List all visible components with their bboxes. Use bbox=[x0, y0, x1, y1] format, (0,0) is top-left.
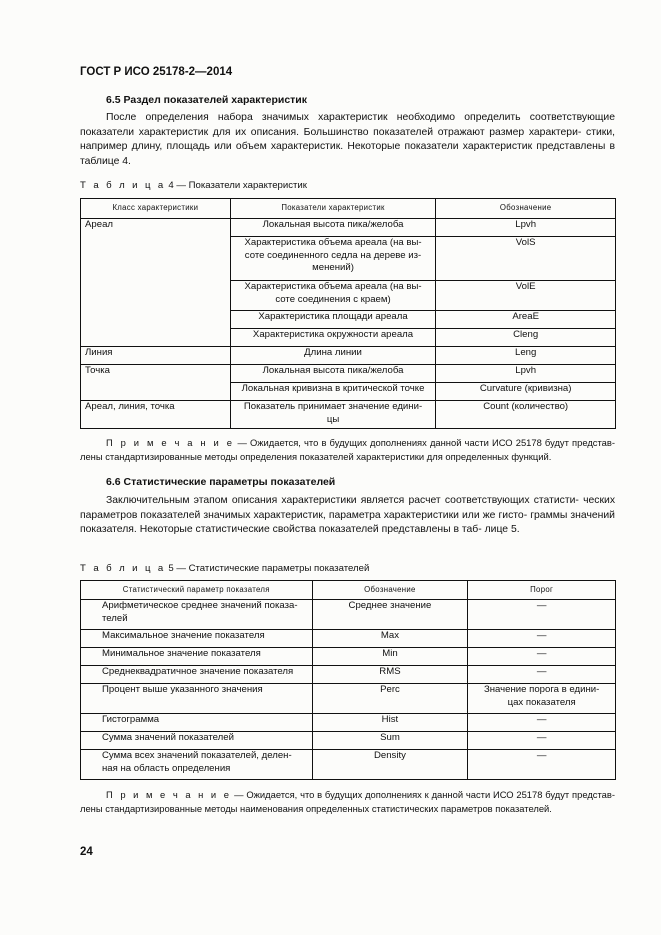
note-text: — Ожидается, что в будущих дополнениях к данной части ИСО 25178 будут представ- bbox=[231, 789, 615, 800]
feature-class-cell bbox=[81, 401, 231, 429]
symbol-cell bbox=[436, 219, 616, 237]
section-6-6-heading: 6.6 Статистические параметры показателей bbox=[106, 476, 336, 488]
table-row bbox=[81, 732, 616, 750]
cell-line: — bbox=[536, 732, 547, 743]
cell-line: соте соединенного седла на дереве из- bbox=[244, 249, 422, 261]
cell-line: Локальная кривизна в критической точке bbox=[241, 383, 425, 394]
section-6-6-paragraph bbox=[80, 494, 615, 538]
statistic-parameter-cell bbox=[81, 684, 313, 714]
symbol-cell bbox=[436, 365, 616, 383]
table-row bbox=[81, 666, 616, 684]
statistic-parameter-cell bbox=[81, 732, 313, 750]
cell-line: Минимальное значение показателя bbox=[102, 648, 261, 659]
threshold-cell bbox=[468, 714, 616, 732]
cell-line: — bbox=[536, 666, 547, 677]
table-row bbox=[81, 600, 616, 630]
caption-prefix: Т а б л и ц а bbox=[80, 563, 166, 574]
cell-line: Показатель принимает значение едини- bbox=[243, 401, 423, 412]
threshold-cell bbox=[468, 732, 616, 750]
table-row bbox=[81, 648, 616, 666]
caption-text: 4 — Показатели характеристик bbox=[165, 180, 307, 191]
statistic-parameter-cell bbox=[81, 750, 313, 780]
cell-line: Сумма значений показателей bbox=[102, 732, 234, 743]
feature-attribute-cell bbox=[230, 329, 436, 347]
table-4-caption bbox=[80, 180, 307, 191]
para-line: представлены в таблице 4. bbox=[80, 141, 616, 167]
document-id: ГОСТ Р ИСО 25178-2—2014 bbox=[80, 66, 233, 78]
cell-line: Lpvh bbox=[515, 219, 537, 230]
feature-attribute-cell bbox=[230, 383, 436, 401]
table-4 bbox=[80, 198, 616, 429]
note-prefix: П р и м е ч а н и е bbox=[106, 789, 232, 800]
cell-line: Линия bbox=[85, 347, 113, 358]
cell-line: менений) bbox=[312, 262, 354, 273]
cell-line: Count (количество) bbox=[483, 401, 569, 412]
table-row bbox=[81, 684, 616, 714]
symbol-cell bbox=[312, 750, 468, 780]
symbol-cell bbox=[312, 684, 468, 714]
cell-line: Характеристика объема ареала (на вы- bbox=[244, 281, 422, 292]
symbol-cell bbox=[312, 666, 468, 684]
cell-line: VolS bbox=[515, 237, 536, 248]
cell-line: Значение порога в едини- bbox=[483, 684, 600, 695]
cell-line: Характеристика объема ареала (на вы- bbox=[244, 237, 422, 248]
cell-line: AreaE bbox=[512, 311, 539, 322]
cell-line: Ареал bbox=[85, 219, 114, 230]
threshold-cell bbox=[468, 750, 616, 780]
caption-text: 5 — Статистические параметры показателей bbox=[165, 563, 370, 574]
table-row bbox=[81, 714, 616, 732]
cell-line: цах показателя bbox=[507, 696, 576, 708]
feature-attribute-cell bbox=[230, 347, 436, 365]
table-row bbox=[81, 219, 616, 237]
feature-class-cell bbox=[81, 365, 231, 401]
symbol-cell bbox=[312, 732, 468, 750]
threshold-cell bbox=[468, 630, 616, 648]
cell-line: Lpvh bbox=[515, 365, 537, 376]
feature-attribute-cell bbox=[230, 281, 436, 311]
statistic-parameter-cell bbox=[81, 648, 313, 666]
cell-line: — bbox=[536, 600, 547, 611]
threshold-cell bbox=[468, 648, 616, 666]
table-row bbox=[81, 401, 616, 429]
cell-line: — bbox=[536, 630, 547, 641]
table-row bbox=[81, 630, 616, 648]
para-line: ческих параметров показателей значимых характеристик, параметра характеристики или же гисто- bbox=[80, 495, 616, 521]
para-line: граммы значений показателя. Некоторые статистические свойства показателей представлены в таб- bbox=[80, 509, 615, 536]
cell-line: — bbox=[536, 714, 547, 725]
para-line: показатели характеристик для их описания. Большинство показателей отражают размер характери- bbox=[80, 126, 582, 138]
feature-class-cell bbox=[81, 219, 231, 347]
feature-attribute-cell bbox=[230, 237, 436, 281]
cell-line: телей bbox=[102, 612, 128, 624]
table-row bbox=[81, 750, 616, 780]
cell-line: — bbox=[536, 648, 547, 659]
para-line: Заключительным этапом описания характеристики является расчет соответствующих статисти- bbox=[106, 495, 579, 506]
cell-line: Sum bbox=[380, 732, 400, 743]
table-4-header: Класс характеристики bbox=[81, 199, 231, 219]
symbol-cell bbox=[436, 383, 616, 401]
statistic-parameter-cell bbox=[81, 666, 313, 684]
cell-line: Арифметическое среднее значений показа- bbox=[102, 600, 298, 611]
cell-line: Density bbox=[373, 750, 406, 761]
symbol-cell bbox=[312, 648, 468, 666]
page-number: 24 bbox=[80, 846, 93, 858]
symbol-cell bbox=[312, 714, 468, 732]
symbol-cell bbox=[436, 281, 616, 311]
cell-line: Длина линии bbox=[304, 347, 362, 358]
cell-line: Локальная высота пика/желоба bbox=[262, 219, 404, 230]
statistic-parameter-cell bbox=[81, 600, 313, 630]
caption-prefix: Т а б л и ц а bbox=[80, 180, 166, 191]
threshold-cell bbox=[468, 666, 616, 684]
table-5-caption bbox=[80, 563, 369, 574]
table-4-header: Обозначение bbox=[436, 199, 616, 219]
cell-line: цы bbox=[326, 413, 340, 425]
threshold-cell bbox=[468, 600, 616, 630]
section-6-5-paragraph bbox=[80, 111, 615, 169]
symbol-cell bbox=[312, 630, 468, 648]
table-row bbox=[81, 365, 616, 383]
cell-line: Curvature (кривизна) bbox=[479, 383, 572, 394]
note-text: лены стандартизированные методы наименования определенных статистических параметров показателей. bbox=[80, 802, 552, 814]
cell-line: VolE bbox=[515, 281, 536, 292]
para-line: После определения набора значимых характеристик необходимо определить соответствующие bbox=[106, 112, 615, 123]
symbol-cell bbox=[436, 347, 616, 365]
note-text: — Ожидается, что в будущих дополнениях данной части ИСО 25178 будут представ- bbox=[234, 437, 616, 448]
cell-line: Характеристика площади ареала bbox=[258, 311, 408, 322]
cell-line: Ареал, линия, точка bbox=[85, 401, 175, 412]
section-6-5-heading: 6.5 Раздел показателей характеристик bbox=[106, 94, 308, 106]
cell-line: Leng bbox=[514, 347, 537, 358]
cell-line: Сумма всех значений показателей, делен- bbox=[102, 750, 292, 761]
cell-line: RMS bbox=[379, 666, 401, 677]
cell-line: — bbox=[536, 750, 547, 761]
table-4-header: Показатели характеристик bbox=[230, 199, 436, 219]
note-prefix: П р и м е ч а н и е bbox=[106, 437, 235, 448]
symbol-cell bbox=[436, 311, 616, 329]
feature-attribute-cell bbox=[230, 311, 436, 329]
statistic-parameter-cell bbox=[81, 714, 313, 732]
feature-attribute-cell bbox=[230, 365, 436, 383]
note-text: лены стандартизированные методы определения показателей характеристики для определенных функций. bbox=[80, 450, 552, 462]
para-line: стики, например длину, площадь или объем характеристик. Некоторые показатели характеристик bbox=[80, 126, 616, 153]
cell-line: Локальная высота пика/желоба bbox=[262, 365, 404, 376]
cell-line: Процент выше указанного значения bbox=[102, 684, 263, 695]
table-5 bbox=[80, 580, 616, 780]
cell-line: Точка bbox=[85, 365, 110, 376]
table-5-header: Порог bbox=[468, 581, 616, 600]
cell-line: Гистограмма bbox=[102, 714, 160, 725]
table-4-note bbox=[80, 436, 615, 463]
statistic-parameter-cell bbox=[81, 630, 313, 648]
cell-line: Среднее значение bbox=[348, 600, 432, 611]
cell-line: соте соединения с краем) bbox=[275, 293, 391, 305]
cell-line: Hist bbox=[381, 714, 399, 725]
symbol-cell bbox=[436, 329, 616, 347]
cell-line: Характеристика окружности ареала bbox=[252, 329, 414, 340]
feature-attribute-cell bbox=[230, 401, 436, 429]
cell-line: ная на область определения bbox=[102, 762, 231, 774]
cell-line: Perc bbox=[380, 684, 400, 695]
symbol-cell bbox=[312, 600, 468, 630]
table-row bbox=[81, 347, 616, 365]
table-5-header: Статистический параметр показателя bbox=[81, 581, 313, 600]
threshold-cell bbox=[468, 684, 616, 714]
cell-line: Cleng bbox=[513, 329, 539, 340]
cell-line: Max bbox=[380, 630, 399, 641]
symbol-cell bbox=[436, 237, 616, 281]
cell-line: Min bbox=[382, 648, 398, 659]
para-line: лице 5. bbox=[484, 524, 520, 536]
feature-class-cell bbox=[81, 347, 231, 365]
feature-attribute-cell bbox=[230, 219, 436, 237]
cell-line: Среднеквадратичное значение показателя bbox=[102, 666, 294, 677]
table-5-header: Обозначение bbox=[312, 581, 468, 600]
cell-line: Максимальное значение показателя bbox=[102, 630, 265, 641]
table-5-note bbox=[80, 788, 615, 815]
symbol-cell bbox=[436, 401, 616, 429]
